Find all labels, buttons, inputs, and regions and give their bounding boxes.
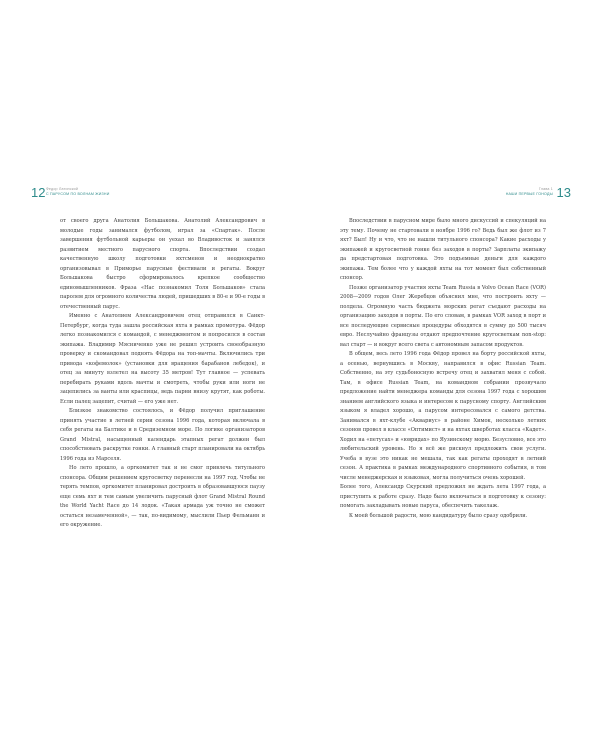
body-text — [60, 217, 265, 531]
header-chapter-title: НАШИ ПЕРВЫЕ ГОНОДЫ — [505, 191, 553, 196]
right-page — [300, 0, 600, 750]
header-author: Федор Латинский — [46, 187, 79, 191]
paragraph: В общем, весь лето 1996 года Фёдор провел на борту российской яхты, а осенью, вернувшись в Москву, направился в офис Russian Team. Собственно, на эту судьбоносную встречу отец и захватил меня с собой. Там, в офисе Russian Team, на командном собрании прозвучало предложение найти менеджера команды для сезона 1997 года с хорошим знанием английского языка и интересом к парусному спорту. Английским языком я владел хорошо, а парусом интересовался с самого детства. Занимался в яхт-клубе «Аквариус» в районе Химок, несколько летних сезонов провел в классе «Оптимист» и на яхтах шверботах класса «Кадет». Ходил на «петусах» и «ювридах» по Яузинскому морю. Безусловно, все это любительский уровень. Но я всё же рискнул предложить свои услуги. Учеба в вузе это никак не мешала, так как регаты проходят в летний сезон. А практика в рамках международного спортивного события, в том числе менеджерская и языковая, могла получиться очень хорошей. — [340, 351, 546, 481]
paragraph: Впоследствии в парусном мире было много дискуссий и спекуляций на эту тему. Почему не стартовали в ноябре 1996 го? Ведь был же флот из 7 яхт? Был! Ну и что, что не нашли титульного спонсора? Какие расходы у экипажей и кругосветной гонке без заходов в порты? Зарплаты экипажу да предстартовая подготовка. Это подъемные деньги для каждого экипажа. Тем более что у каждой яхты на тот момент был собственный спонсор. — [340, 218, 546, 281]
header-book-title: С ПАРУСОМ ПО ВОЛНАМ ЖИЗНИ — [46, 191, 110, 196]
paragraph: Более того, Александр Скурский предложил не ждать лета 1997 года, а приступить к работе сразу. Надо было включаться в подготовку к сезону: помогать закладывать новые паруса, обеспечить такелаж. — [340, 484, 546, 509]
paragraph: от своего друга Анатолия Большакова. Анатолий Александрович в молодые годы занимался футболом, играл за «Спартак». После завершения футбольной карьеры он уехал во Владивосток и занялся развитием местного парусного спорта. Впоследствии создал качественную школу подготовки яхтсменов и неоднократно организовывал в Приморье парусные фестивали и регаты. Вокруг Большакова быстро сформировалось крепкое сообщество единомышленников. Фраза «Нас познакомил Толя Большаков» стала паролем для огромного количества людей, пришедших в 80-е и 90-е годы в отечественный парус. — [60, 218, 265, 310]
page-number: 13 — [556, 185, 571, 200]
running-header — [506, 187, 553, 196]
paragraph: Но лето прошло, а оргкомитет так и не смог привлечь титульного спонсора. Общим решением кругосветку перенесли на 1997 год. Чтобы не терять темпов, оргкомитет планировал достроить в образовавшуюся паузу еще семь яхт и тем самым увеличить парусный флот Grand Mistral Round the World Yacht Race до 14 лодок. «Такая армада уж точно не сможет остаться незамеченной», — так, по-видимому, мыслили Пьер Фельманн и его окружение. — [60, 465, 265, 528]
running-header — [46, 187, 109, 196]
paragraph: Именно с Анатолием Александровичем отец отправился в Санкт-Петербург, когда туда зашла российская яхта в рамках промотура. Фёдор легко познакомился с командой, с менеджментом и попросился в состав экипажа. Владимир Мясниченко уже не решил устроить своеобразную проверку и скомандовал поднять Фёдора на топ-мачты. Включились три привода «кофемолок» (установки для вращения барабанов лебедок), и отец за минуту взлетел на высоту 35 метров! Тут главное — успевать перебирать руками вдоль мачты и смотреть, чтобы руки или ноги не зацепились за ванты или краспицы, ведь парни внизу крутят, как роботы. Если палец зацепит, считай — его уже нет. — [60, 313, 265, 405]
page-number: 12 — [31, 185, 46, 200]
body-text — [340, 217, 546, 521]
header-chapter: Глава 1 — [538, 187, 553, 191]
paragraph: Позже организатор участия яхты Team Russia в Volvo Ocean Race (VOR) 2008—2009 годов Олег Жеребцов объяснил мне, что построить яхту — полдела. Огромную часть бюджета морских регат съедают расходы на организацию заходов в порты. По его словам, в рамках VOR заход в порт и все последующие сервисные процедуры обходятся в сумму до 500 тысяч евро. Неслучайно французы отдают предпочтение кругосветкам non-stop: вал старт — и вокруг всего света с автономным запасом продуктов. — [340, 284, 546, 348]
paragraph: К моей большой радости, мою кандидатуру было сразу одобрили. — [349, 512, 528, 519]
paragraph: Близкое знакомство состоялось, и Фёдор получил приглашение принять участие в летней серии сезона 1996 года, которая включала в себя регаты на Балтике и в Средиземном море. По логике организаторов Grand Mistral, насыщенный календарь этапных регат должен был способствовать раскрутке гонки. А главный старт планировали на октябрь 1996 года из Марселя. — [60, 408, 265, 462]
